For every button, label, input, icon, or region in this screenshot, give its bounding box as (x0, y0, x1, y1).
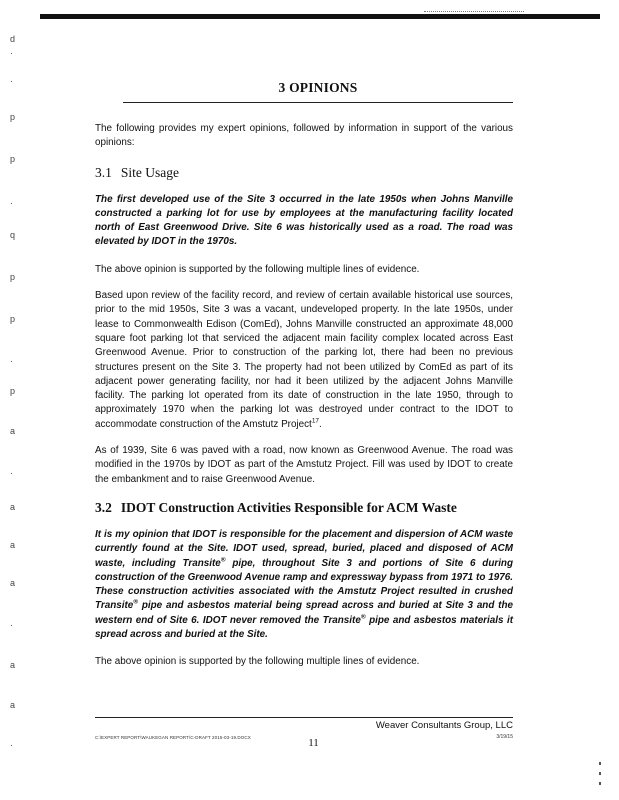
section-heading-3-2 (95, 500, 513, 516)
paragraph-end: . (319, 418, 322, 430)
registered-mark: ® (133, 599, 139, 607)
section-heading-3-1 (95, 165, 513, 181)
opinion-text: It is my opinion that IDOT is responsible for the placement and dispersion of ACM waste currently found at the Site. IDOT used, spread, buried, placed and disposed of ACM waste, including Transite (95, 528, 513, 569)
support-statement-3-2: The above opinion is supported by the following multiple lines of evidence. (95, 656, 420, 668)
paragraph-text: Based upon review of the facility record, and review of certain available historical use sources, prior to the mid 1950s, Site 3 was a vacant, undeveloped property. In the late 1950s, under lease to Commonwealth Edison (ComEd), Johns Manville constructed an approximate 48,000 square foot parking lot that serviced the adjacent main facility complex located across East Greenwood Avenue. Prior to construction of the parking lot, there had been no previous structures present on the Site 3. The property had not been utilized by ComEd as part of its adjacent power generating facility, nor had it been utilized by the adjacent Johns Manville facility. The parking lot operated from its date of construction in the late 1950, through to approximately 1970 when the parking lot was destroyed under contract to the IDOT to accommodate construction of the Amstutz Project (95, 290, 513, 430)
opinion-text: pipe and asbestos material being spread across and buried at Site 3 and the western end of Site 6. IDOT never removed the Transite (95, 600, 513, 626)
footnote-ref: 17 (311, 417, 320, 425)
body-paragraph-site-3-history (95, 289, 513, 432)
section-title: Site Usage (120, 164, 179, 180)
footer-company: Weaver Consultants Group, LLC (375, 720, 513, 731)
scan-artifact-top-noise (424, 11, 524, 13)
intro-paragraph: The following provides my expert opinions, followed by information in support of the various opinions: (95, 123, 513, 149)
section-number: 3.1 (95, 164, 112, 180)
body-paragraph-site-6-road: As of 1939, Site 6 was paved with a road, now known as Greenwood Avenue. The road was modified in the 1970s by IDOT as part of the Amstutz Project. Fill was used by IDOT to create the embankment and to raise Greenwood Avenue. (95, 445, 513, 485)
section-title: IDOT Construction Activities Responsible for ACM Waste (120, 499, 457, 515)
scan-artifact-top-bar (40, 14, 600, 19)
support-statement-3-1: The above opinion is supported by the following multiple lines of evidence. (95, 263, 420, 275)
page-content (95, 80, 513, 670)
registered-mark: ® (220, 556, 226, 564)
opinion-statement-3-1: The first developed use of the Site 3 occurred in the late 1950s when Johns Manville constructed a parking lot for use by employees at the manufacturing facility located north of East Greenwood Drive. Site 6 was historically used as a road. The road was elevated by IDOT in the 1970s. (95, 193, 513, 248)
page-number: 11 (308, 737, 319, 749)
scan-artifact-binding-holes: d · · p p · q p p · p a · a a a · a a · (10, 34, 16, 750)
opinion-text: pipe, throughout Site 3 and portions of Site 6 during construction of the Greenwood Avenue ramp and expressway bypass from 1971 to 1976. These construction activities associated with the Amstutz Project resulted in crushed Transite (95, 557, 513, 612)
footer-rule (95, 717, 513, 718)
footer-date: 3/19/15 (496, 734, 513, 740)
footer-file-path: C:\EXPERT REPORT\WAUKEGAN REPORT\C-DRAFT 2015-03-19.DOCX (95, 735, 251, 740)
chapter-title: 3 OPINIONS (123, 80, 513, 103)
registered-mark: ® (360, 613, 366, 621)
opinion-statement-3-2 (95, 528, 513, 642)
opinion-text: pipe and asbestos materials it spread across and buried at the Site. (95, 614, 513, 641)
scan-artifact-right-marks (599, 760, 605, 790)
section-number: 3.2 (95, 499, 112, 515)
